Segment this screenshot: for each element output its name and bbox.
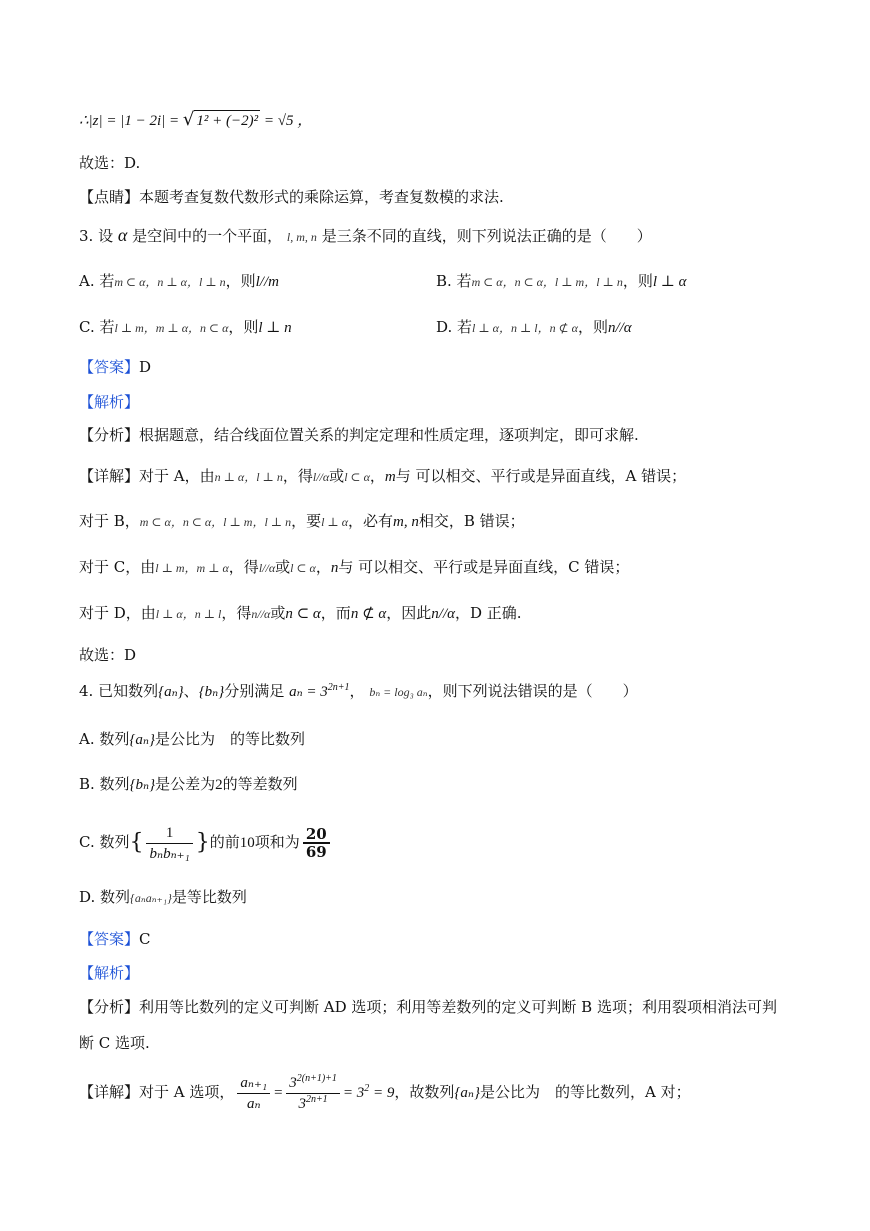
fenxi-tag: 【分析】 <box>79 426 140 444</box>
reciprocal-fraction <box>146 823 192 864</box>
text: 对于 C，由 <box>79 558 156 576</box>
q4-option-b <box>79 774 298 795</box>
sum-fraction <box>303 826 330 860</box>
text: ，故数列 <box>394 1083 455 1101</box>
text: ，要 <box>291 512 322 530</box>
text: ，必有 <box>348 512 394 530</box>
set-bn: {bₙ} <box>129 777 156 793</box>
option-label: A. 数列 <box>79 730 130 748</box>
math: n ⊂ α <box>285 606 321 622</box>
option-label: C. 若 <box>79 318 115 336</box>
math: m ⊂ α，n ⊂ α，l ⊥ m，l ⊥ n <box>139 515 292 529</box>
option-text: 项和为 <box>254 833 300 851</box>
option-condition: m ⊂ α，n ⊥ α，l ⊥ n <box>114 275 226 289</box>
set-an: {aₙ} <box>454 1085 480 1101</box>
set-an: {aₙ} <box>129 732 155 748</box>
q4-stem <box>79 681 638 702</box>
text: 、 <box>183 682 199 700</box>
number: 10 <box>239 835 255 851</box>
answer-value: D <box>139 358 152 376</box>
numerator: aₙ₊₁ <box>237 1073 270 1094</box>
option-label: B. 若 <box>436 272 472 290</box>
q3-stem <box>79 225 652 247</box>
option-label: D. 若 <box>436 318 473 336</box>
q3-stem-a: 3. 设 <box>79 227 114 245</box>
denominator: 69 <box>305 843 327 861</box>
fenxi-text: 根据题意，结合线面位置关系的判定定理和性质定理，逐项判定，即可求解. <box>139 426 639 444</box>
option-text: 的前 <box>209 833 240 851</box>
option-then: ，则 <box>577 318 608 336</box>
option-label: B. 数列 <box>79 775 130 793</box>
math: l//α <box>258 561 276 575</box>
dianjing-line <box>79 187 504 207</box>
q3-lmn: l, m, n <box>286 230 317 244</box>
an-definition: aₙ = 3 <box>289 684 328 700</box>
option-text: 是等比数列 <box>171 888 247 906</box>
q3-jiexi: 【解析】 <box>79 393 140 411</box>
option-condition: m ⊂ α，n ⊂ α，l ⊥ m，l ⊥ n <box>471 275 623 289</box>
option-label: D. 数列 <box>79 888 131 906</box>
power-fraction <box>286 1073 340 1114</box>
xiangjie-tag: 【详解】 <box>79 467 140 485</box>
equals: = 9 <box>369 1085 395 1101</box>
ratio-fraction <box>237 1073 270 1114</box>
option-conclusion: l ⊥ n <box>258 320 292 336</box>
base: 3 <box>289 1074 297 1091</box>
option-text: 是公差为 <box>155 775 216 793</box>
choose-d-1: 故选：D. <box>79 154 141 172</box>
text: ， <box>349 682 365 700</box>
sqrt-icon: √ <box>182 109 195 130</box>
text: 对于 B， <box>79 512 140 530</box>
q3-option-b <box>436 271 687 292</box>
q3-fenxi <box>79 425 639 445</box>
math: m <box>384 469 396 485</box>
fenxi-text: 利用等比数列的定义可判断 AD 选项；利用等差数列的定义可判断 B 选项；利用裂项相消法可判 <box>139 998 777 1016</box>
q4-option-c <box>79 817 333 868</box>
text: ，因此 <box>386 604 432 622</box>
bn-definition: bₙ = log₃ aₙ <box>369 685 428 699</box>
q3-stem-c: 是三条不同的直线，则下列说法正确的是（ ） <box>321 227 652 245</box>
option-conclusion: l//m <box>255 274 279 290</box>
option-then: ，则 <box>228 318 259 336</box>
set-bn: {bₙ} <box>198 684 225 700</box>
left-brace-icon: { <box>129 830 144 855</box>
q4-option-a <box>79 729 305 750</box>
fenxi-tag: 【分析】 <box>79 998 140 1016</box>
text: 相交，B 错误； <box>418 512 525 530</box>
numerator: 1 <box>146 823 192 844</box>
q3-xiangjie-c <box>79 557 629 578</box>
answer-value: C <box>139 930 151 948</box>
equals: = 3 <box>342 1085 365 1101</box>
text: ，则下列说法错误的是（ ） <box>427 682 638 700</box>
q3-option-d <box>436 317 632 338</box>
text: ，得 <box>282 467 313 485</box>
q4-fenxi-2: 断 C 选项. <box>79 1034 150 1052</box>
exponent: 2 <box>364 1083 370 1094</box>
text: ，得 <box>228 558 259 576</box>
option-conclusion: l ⊥ α <box>652 274 687 290</box>
modulus-line <box>79 110 312 131</box>
option-condition: l ⊥ m，m ⊥ α，n ⊂ α <box>114 321 229 335</box>
text: 或 <box>329 467 345 485</box>
option-label: A. 若 <box>79 272 115 290</box>
text: ，得 <box>221 604 252 622</box>
text: 对于 A，由 <box>139 467 215 485</box>
math: n//α <box>251 607 271 621</box>
number: 2 <box>215 777 223 793</box>
right-brace-icon: } <box>195 830 210 855</box>
set-product: {aₙaₙ₊₁} <box>130 891 172 905</box>
math: l//α <box>312 470 330 484</box>
math: l ⊥ α <box>321 515 349 529</box>
text: 对于 D，由 <box>79 604 156 622</box>
q4-answer <box>79 929 151 949</box>
text: ， <box>315 558 331 576</box>
math: l ⊂ α <box>344 470 370 484</box>
text: 或 <box>275 558 291 576</box>
answer-tag: 【答案】 <box>79 358 140 376</box>
set-an: {aₙ} <box>158 684 184 700</box>
math: n//α <box>431 606 455 622</box>
math: m, n <box>393 514 419 530</box>
math: n <box>330 560 339 576</box>
option-condition: l ⊥ α，n ⊥ l，n ⊄ α <box>472 321 578 335</box>
exponent: 2n+1 <box>327 682 350 693</box>
equals: = <box>273 1085 284 1101</box>
text: 对于 A 选项， <box>139 1083 235 1101</box>
option-label: C. 数列 <box>79 833 130 851</box>
dianjing-tag: 【点睛】 <box>79 188 140 206</box>
q3-answer <box>79 357 151 377</box>
option-conclusion: n//α <box>607 320 632 336</box>
exponent: 2n+1 <box>305 1093 328 1105</box>
text: ， <box>369 467 385 485</box>
q4-xiangjie <box>79 1068 691 1117</box>
denominator: aₙ <box>246 1095 261 1112</box>
choose-d-2: 故选：D <box>79 646 137 664</box>
q4-option-d <box>79 887 247 908</box>
math: n ⊥ α，l ⊥ n <box>214 470 283 484</box>
text: ，而 <box>320 604 351 622</box>
q3-xiangjie-b <box>79 511 525 532</box>
option-text: 是公比为 的等比数列 <box>154 730 305 748</box>
text: 是公比为 的等比数列，A 对； <box>479 1083 691 1101</box>
q3-xiangjie-a <box>79 466 686 487</box>
numerator: 20 <box>303 826 330 844</box>
text: ，D 正确. <box>455 604 522 622</box>
option-text: 的等差数列 <box>222 775 298 793</box>
option-then: ，则 <box>225 272 256 290</box>
exponent: 2(n+1)+1 <box>296 1072 337 1084</box>
dianjing-text: 本题考查复数代数形式的乘除运算，考查复数模的求法. <box>139 188 504 206</box>
base: 3 <box>298 1095 306 1112</box>
math: l ⊥ m，m ⊥ α <box>155 561 229 575</box>
q3-option-a <box>79 271 279 292</box>
option-then: ，则 <box>622 272 653 290</box>
text: 与 可以相交、平行或是异面直线，A 错误； <box>395 467 687 485</box>
q3-alpha: α <box>117 225 128 245</box>
q3-xiangjie-d <box>79 603 522 624</box>
q4-fenxi-1 <box>79 997 777 1017</box>
text: 分别满足 <box>224 682 285 700</box>
math: n ⊄ α <box>350 606 387 622</box>
math: l ⊂ α <box>290 561 316 575</box>
math: l ⊥ α，n ⊥ l <box>155 607 222 621</box>
xiangjie-tag: 【详解】 <box>79 1083 140 1101</box>
q3-stem-b: 是空间中的一个平面， <box>132 227 283 245</box>
q3-option-c <box>79 317 292 338</box>
modulus-result: = √5 ， <box>260 113 313 129</box>
text: 4. 已知数列 <box>79 682 159 700</box>
sqrt-body: 1² + (−2)² <box>194 110 260 131</box>
text: 与 可以相交、平行或是异面直线，C 错误； <box>338 558 630 576</box>
text: 或 <box>270 604 286 622</box>
modulus-prefix: ∴|z| = |1 − 2i| = <box>79 113 183 129</box>
answer-tag: 【答案】 <box>79 930 140 948</box>
q4-jiexi: 【解析】 <box>79 964 140 982</box>
denominator: bₙbₙ₊₁ <box>149 845 190 862</box>
